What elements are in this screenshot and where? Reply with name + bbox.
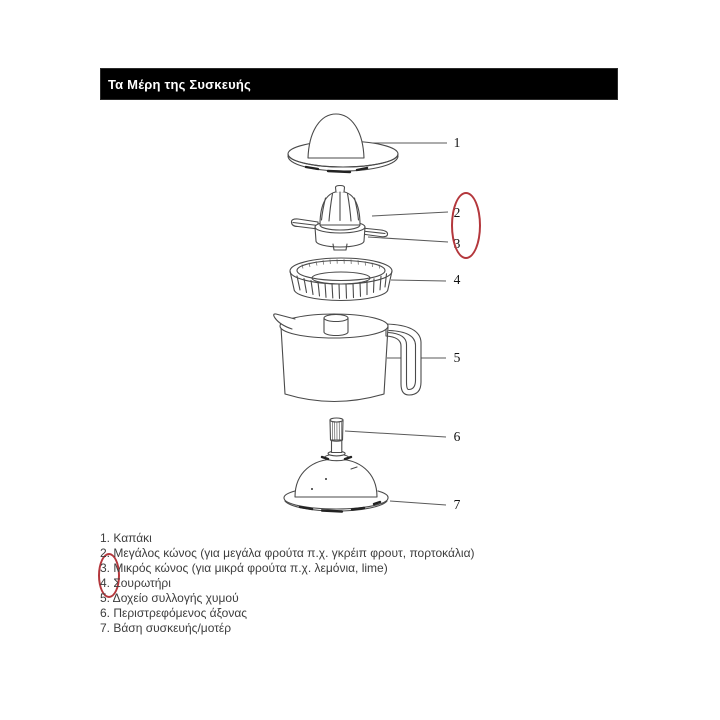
parts-list-item: 2. Μεγάλος κώνος (για μεγάλα φρούτα π.χ. γκρέιπ φρουτ, πορτοκάλια) [100,546,475,560]
parts-list-item: 7. Βάση συσκευής/μοτέρ [100,621,232,635]
parts-list-item: 1. Καπάκι [100,531,152,545]
part-label-7: 7 [453,497,461,512]
parts-list [100,531,475,636]
base-drawing [284,459,388,512]
highlight-ellipse-diagram [451,192,481,259]
parts-list-item: 6. Περιστρεφόμενος άξονας [100,606,248,620]
part-label-5: 5 [453,350,461,365]
part-label-4: 4 [453,272,461,287]
part-label-6: 6 [453,429,461,444]
parts-list-item: 3. Μικρός κώνος (για μικρά φρούτα π.χ. λεμόνια, lime) [100,561,388,575]
parts-list-item: 4. Σουρωτήρι [100,576,171,590]
cone-drawing [291,186,387,251]
section-title: Τα Μέρη της Συσκευής [108,76,251,92]
part-label-2: 2 [453,205,461,220]
strainer-drawing [290,258,392,300]
parts-list-item: 5. Δοχείο συλλογής χυμού [100,591,239,605]
part-label-1: 1 [453,135,461,150]
shaft-drawing [322,418,351,461]
part-label-3: 3 [453,236,461,251]
